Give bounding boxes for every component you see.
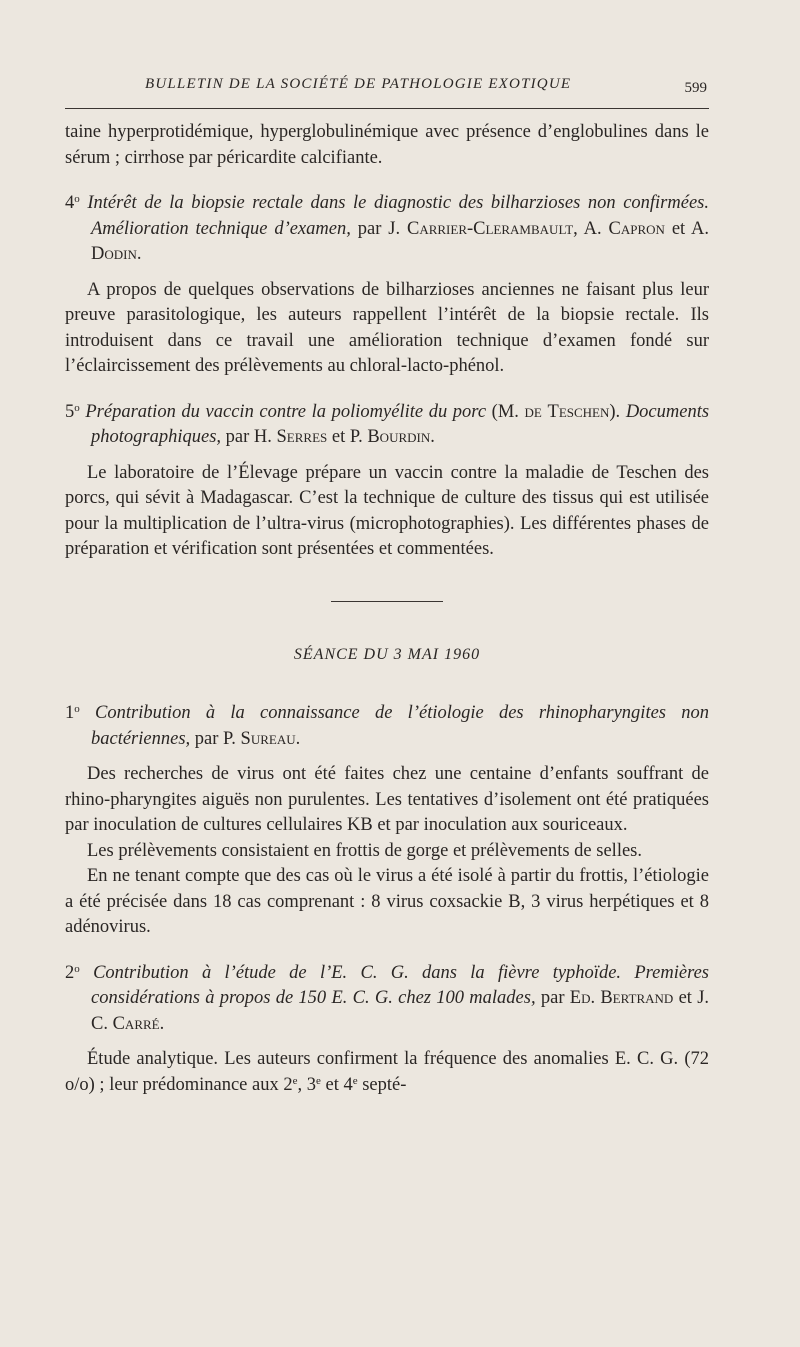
item-4-title: Intérêt de la biopsie rectale dans le diagnostic des bilharzioses non confirmées. Amélioration technique d’examen,	[87, 193, 709, 239]
item-5-abstract: Le laboratoire de l’Élevage prépare un vaccin contre la maladie de Teschen des porcs, qui sévit à Madagascar. C’est la technique de culture des tissus qui est utilisée pour la multiplication de l’ultra-virus (microphotographies). Les différentes phases de préparation et vérification sont présentées et commentées.	[65, 462, 709, 559]
item-5-teschen: Teschen	[547, 401, 610, 422]
item-4-by: par J.	[357, 218, 401, 239]
item-2-comma: , 3	[297, 1074, 316, 1095]
item-2-author-1: Ed. Bertrand	[569, 988, 674, 1008]
item-5-subtitle: Documents photographiques,	[91, 401, 710, 447]
item-2-number: 2	[65, 962, 75, 983]
item-4-number: 4	[65, 193, 75, 213]
item-5-de: de	[524, 401, 542, 422]
item-5-author-2: Bourdin	[367, 427, 431, 447]
item-4-end: .	[136, 244, 142, 264]
item-4-ordinal: o	[74, 193, 80, 205]
item-1-ordinal: o	[74, 703, 80, 715]
item-2-sup-1: e	[292, 1074, 298, 1087]
item-2-sup-2: e	[315, 1074, 321, 1087]
item-5-paren-open: (M.	[491, 401, 519, 422]
item-5-by: par H.	[225, 427, 272, 447]
item-2-para-start: Étude analytique. Les auteurs confirment la fréquence des anomalies E. C. G. (72 o/o) ; leur prédominance aux 2	[65, 1049, 709, 1095]
item-4-author-1: Carrier-Clerambault,	[406, 218, 578, 239]
running-title: BULLETIN DE LA SOCIÉTÉ DE PATHOLOGIE EXOTIQUE	[145, 76, 572, 92]
page-body	[65, 120, 709, 1098]
item-5-end: .	[430, 427, 435, 447]
item-2-end: .	[159, 1013, 165, 1034]
page-number: 599	[684, 80, 707, 96]
item-4-sep: A.	[583, 218, 602, 239]
item-4-and: et A.	[671, 218, 710, 239]
item-2-and: et J. C.	[91, 988, 710, 1034]
item-2-ordinal: o	[74, 962, 80, 975]
section-divider	[331, 601, 443, 602]
item-4-author-2: Capron	[608, 218, 665, 239]
item-1-heading	[65, 701, 709, 752]
item-1-paragraph-2: Les prélèvements consistaient en frottis de gorge et prélèvements de selles.	[87, 840, 642, 861]
item-1-author-1: Sureau	[240, 728, 296, 749]
item-2-and-4: et 4	[320, 1074, 353, 1095]
continuation-paragraph: taine hyperprotidémique, hyperglobulinémique avec présence d’englobulines dans le sérum ; cirrhose par péricardite calcifiante.	[65, 122, 709, 168]
item-2-sup-3: e	[352, 1074, 358, 1087]
item-1-number: 1	[65, 703, 75, 723]
item-1-title: Contribution à la connaissance de l’étiologie des rhinopharyngites non bactériennes,	[91, 703, 710, 749]
item-2-para-end: septé-	[357, 1074, 407, 1095]
item-2-heading	[65, 961, 709, 1038]
page-header	[65, 74, 709, 109]
item-2-title: Contribution à l’étude de l’E. C. G. dans la fièvre typhoïde. Premières considérations à propos de 150 E. C. G. chez 100 malades,	[91, 962, 709, 1008]
item-5-ordinal: o	[74, 401, 80, 414]
item-1-end: .	[295, 728, 301, 749]
item-2-paragraph	[65, 1047, 709, 1098]
item-1-paragraph-1: Des recherches de virus ont été faites chez une centaine d’enfants souffrant de rhino-pharyngites aiguës non purulentes. Les tentatives d’isolement ont été pratiquées par inoculation de cultures cellulaires KB et par inoculation aux souriceaux.	[65, 764, 709, 835]
item-4-heading	[65, 191, 709, 268]
item-5-paren-close: ).	[609, 401, 621, 422]
session-title: SÉANCE DU 3 MAI 1960	[293, 645, 481, 663]
item-1-by: par P.	[194, 728, 236, 749]
item-5-number: 5	[65, 401, 75, 422]
item-2-author-2: Carré	[112, 1013, 160, 1034]
item-5-author-1: Serres	[276, 427, 328, 447]
item-2-by: par	[540, 988, 565, 1008]
item-5-title: Préparation du vaccin contre la poliomyélite du porc	[85, 401, 487, 422]
item-1-paragraph-3: En ne tenant compte que des cas où le virus a été isolé à partir du frottis, l’étiologie a été précisée dans 18 cas comprenant : 8 virus coxsackie B, 3 virus herpétiques et 8 adénovirus.	[65, 866, 709, 937]
item-5-heading	[65, 400, 709, 451]
item-5-and: et P.	[331, 427, 363, 447]
item-4-author-3: Dodin	[91, 244, 137, 264]
item-4-abstract: A propos de quelques observations de bilharzioses anciennes ne faisant plus leur preuve parasitologique, les auteurs rappellent l’intérêt de la biopsie rectale. Ils introduisent dans ce travail une amélioration technique d’examen fondé sur l’éclaircissement des prélèvements au chloral-lacto-phénol.	[65, 279, 709, 376]
